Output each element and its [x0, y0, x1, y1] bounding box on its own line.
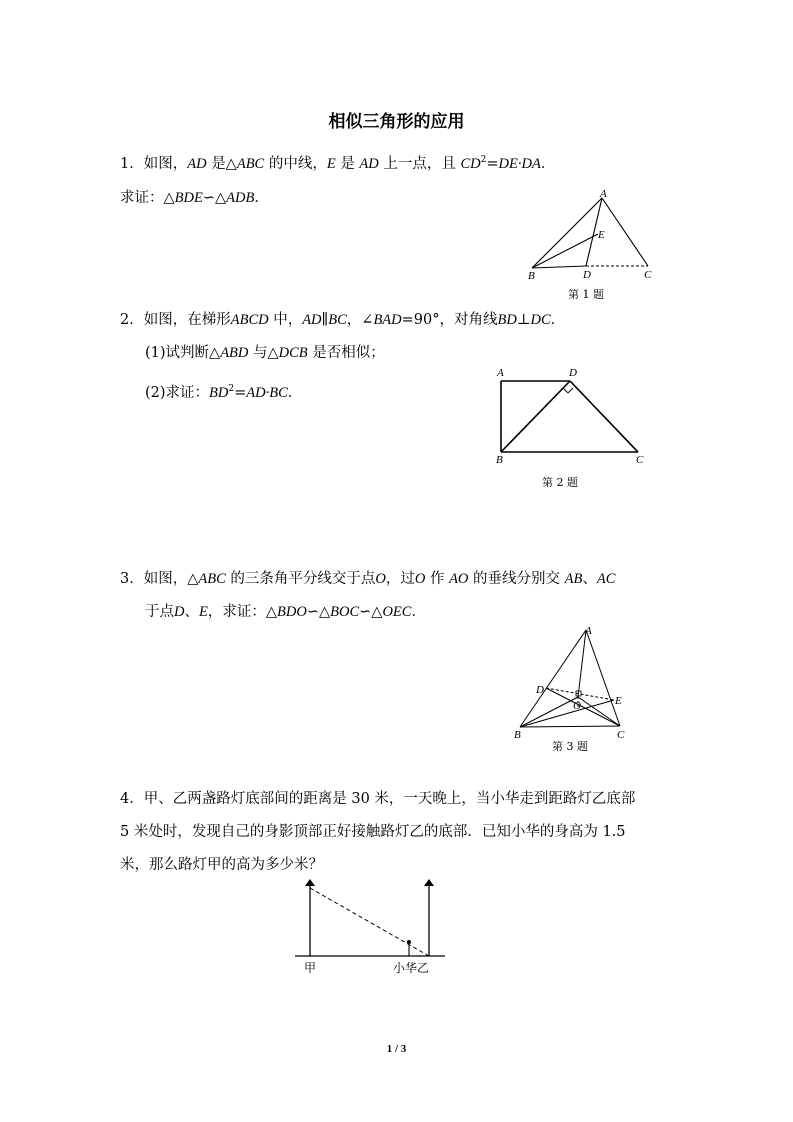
text: 的三条角平分线交于点 [230, 571, 376, 587]
problem-4-number: 4． [120, 791, 144, 807]
var: DE·DA [498, 156, 541, 172]
problem-3-number: 3． [120, 571, 144, 587]
text: 求证：△ [120, 190, 175, 206]
label-jia: 甲 [304, 961, 317, 975]
text: 、 [582, 571, 597, 587]
text: (2)求证： [145, 385, 210, 401]
var: CD [460, 156, 481, 172]
label-O: O [573, 700, 581, 712]
problem-1-line-2 [120, 189, 269, 207]
var: BAD [373, 312, 402, 328]
problem-3-line-2 [145, 603, 426, 621]
text: 是 [340, 156, 355, 172]
label-E: E [615, 695, 622, 707]
var: ABC [198, 571, 226, 587]
figure-3-caption: 第 3 题 [552, 740, 588, 753]
text: 、 [184, 604, 199, 620]
var: BD [497, 312, 517, 328]
figure-3 [510, 622, 640, 754]
text: 的垂线分别交 [473, 571, 561, 587]
lamp-left-icon [305, 879, 315, 886]
problem-1-line-1 [120, 151, 555, 173]
text: 与△ [253, 345, 279, 361]
page-number: 1 / 3 [386, 1043, 407, 1055]
text: 甲、乙两盏路灯底部间的距离是 30 米，一天晚上，当小华走到距路灯乙底部 [143, 791, 636, 807]
label-D: D [569, 367, 577, 379]
figure-1-diagram [520, 186, 670, 304]
problem-2-part-1 [145, 344, 385, 362]
var: AD·BC [246, 385, 288, 401]
var: OEC [382, 604, 412, 620]
text: 中， [273, 312, 303, 328]
text: ． [287, 385, 303, 401]
text: ，过 [385, 571, 415, 587]
label-B: B [514, 729, 521, 741]
label-C: C [636, 454, 644, 466]
var: BOC [330, 604, 360, 620]
text: ，求证：△ [207, 604, 277, 620]
label-C: C [617, 729, 625, 741]
text: ∽△ [306, 604, 331, 620]
text: ． [411, 604, 426, 620]
problem-3-line-1 [120, 570, 615, 588]
label-D: D [536, 684, 544, 696]
text: 于点 [145, 604, 174, 620]
page-title: 相似三角形的应用 [328, 112, 465, 132]
label-xiaohua-yi: 小华乙 [393, 961, 430, 975]
text: 如图， [143, 156, 188, 172]
label-E: E [598, 229, 605, 241]
figure-1 [520, 186, 670, 304]
text: 是△ [211, 156, 237, 172]
var: AO [449, 571, 469, 587]
var: BD [209, 385, 229, 401]
problem-4-line-2: 5 米处时，发现自己的身影顶部正好接触路灯乙的底部．已知小华的身高为 1.5 [120, 824, 626, 840]
exponent: 2 [228, 384, 235, 394]
text: ． [550, 312, 566, 328]
var: E [326, 156, 336, 172]
problem-4-line-3: 米，那么路灯甲的高为多少米？ [120, 857, 323, 873]
person-icon [407, 940, 411, 944]
text: ． [254, 190, 269, 206]
figure-1-caption: 第 1 题 [568, 288, 604, 301]
label-A: A [497, 367, 504, 379]
problem-4-line-1 [120, 790, 635, 808]
var: D [174, 604, 185, 620]
figure-4-diagram [295, 876, 455, 981]
text: (1)试判断△ [145, 345, 221, 361]
var: ABC [236, 156, 265, 172]
var: AD [187, 156, 207, 172]
var: AD [359, 156, 379, 172]
text: 如图，在梯形 [143, 312, 231, 328]
var: AB [564, 571, 583, 587]
problem-2-number: 2． [120, 312, 144, 328]
text: 上一点，且 [383, 156, 456, 172]
figure-4 [295, 876, 455, 981]
var: O [414, 571, 426, 587]
exponent: 2 [480, 155, 487, 165]
var: ADB [226, 190, 255, 206]
text: ∥ [321, 312, 329, 328]
problem-2-line-1 [120, 311, 565, 329]
label-B: B [528, 270, 535, 282]
text: ∽△ [359, 604, 383, 620]
text: = [234, 385, 247, 401]
figure-2-diagram [492, 362, 662, 497]
var: AC [596, 571, 616, 587]
label-A: A [600, 188, 607, 200]
text: ⊥ [516, 312, 531, 328]
label-D: D [583, 269, 591, 281]
text: 是否相似； [312, 345, 385, 361]
label-B: B [496, 454, 503, 466]
text: ∽△ [202, 190, 227, 206]
figure-3-diagram [510, 622, 640, 754]
var: BDE [174, 190, 203, 206]
text: 如图，△ [143, 571, 199, 587]
label-A: A [585, 625, 592, 637]
figure-2 [492, 362, 662, 497]
text: = [486, 156, 499, 172]
var: E [198, 604, 208, 620]
var: ABCD [230, 312, 269, 328]
text: ，∠ [346, 312, 374, 328]
var: BC [328, 312, 347, 328]
figure-2-caption: 第 2 题 [542, 476, 578, 489]
var: DC [530, 312, 551, 328]
var: AD [302, 312, 322, 328]
var: ABD [220, 345, 249, 361]
problem-2-part-2 [145, 380, 302, 402]
problem-1-number: 1． [120, 156, 144, 172]
var: O [375, 571, 386, 587]
text: 作 [429, 571, 445, 587]
text: =90°，对角线 [401, 312, 498, 328]
var: DCB [278, 345, 308, 361]
text: ． [540, 156, 556, 172]
label-C: C [644, 269, 652, 281]
lamp-right-icon [424, 879, 434, 886]
text: 的中线， [268, 156, 327, 172]
var: BDO [277, 604, 307, 620]
